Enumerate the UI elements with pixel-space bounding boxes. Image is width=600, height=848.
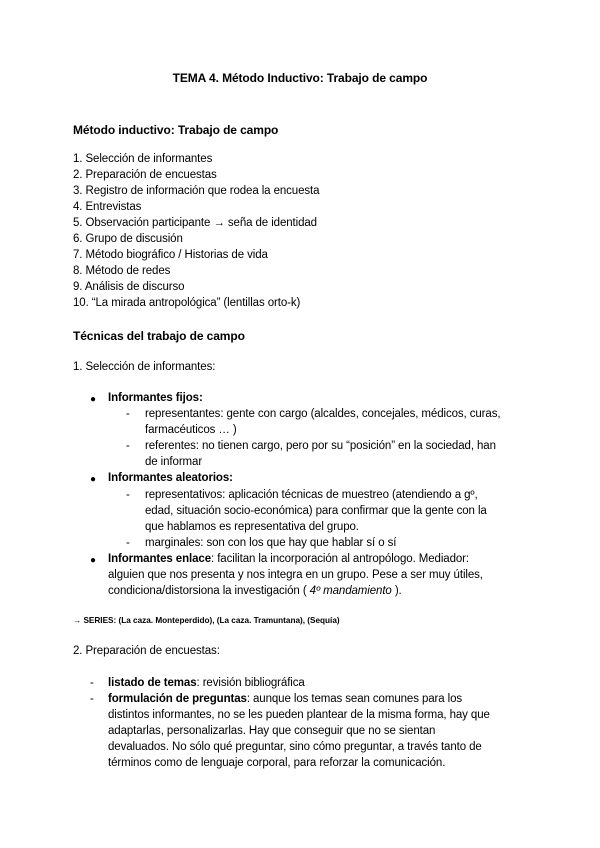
dash-icon: - <box>90 693 94 705</box>
list-item: 6. Grupo de discusión <box>73 233 183 245</box>
informantes-enlace-label: Informantes enlace <box>108 553 212 565</box>
enlace-text-cont: alguien que nos presenta y nos integra en un grupo. Pese a ser muy útiles, <box>108 569 483 581</box>
subsection-heading: 2. Preparación de encuestas: <box>73 645 220 657</box>
list-item: 7. Método biográfico / Historias de vida <box>73 249 268 261</box>
section2-heading: Técnicas del trabajo de campo <box>73 329 245 343</box>
list-item: 10. “La mirada antropológica” (lentillas orto-k) <box>73 297 301 309</box>
aleatorios-marginales: marginales: son con los que hay que hablar sí o sí <box>145 537 397 549</box>
bullet-icon: ● <box>90 555 97 566</box>
list-item: 4. Entrevistas <box>73 201 142 213</box>
list-item: 5. Observación participante → seña de identidad <box>73 217 317 229</box>
aleatorios-representativos-cont: edad, situación socio-económica) para confirmar que la gente con la <box>145 505 487 517</box>
bullet-icon: ● <box>90 474 97 485</box>
formulacion-text-cont: devaluados. No sólo qué preguntar, sino cómo preguntar, a través tanto de <box>108 741 482 753</box>
fijos-representantes: representantes: gente con cargo (alcaldes, concejales, médicos, curas, <box>145 408 501 420</box>
informantes-fijos-label: Informantes fijos: <box>108 392 203 404</box>
dash-icon: - <box>126 537 130 549</box>
subsection-heading: 1. Selección de informantes: <box>73 361 216 373</box>
dash-icon: - <box>90 677 94 689</box>
listado-temas-label: listado de temas <box>108 677 197 689</box>
formulacion-text: : aunque los temas sean comunes para los <box>246 693 463 705</box>
listado-temas-line <box>108 677 305 689</box>
enlace-text-post: ). <box>391 585 402 597</box>
dash-icon: - <box>126 489 130 501</box>
fijos-referentes-cont: de informar <box>145 456 203 468</box>
listado-temas-text: : revisión bibliográfica <box>196 677 305 689</box>
aleatorios-representativos: representativos: aplicación técnicas de muestreo (atendiendo a gº, <box>145 489 478 501</box>
list-item: 8. Método de redes <box>73 265 171 277</box>
formulacion-text-cont: adaptarlas, personalizarlas. Hay que conseguir que no se sientan <box>108 725 436 737</box>
document-title: TEMA 4. Método Inductivo: Trabajo de campo <box>172 71 428 85</box>
enlace-text: : facilitan la incorporación al antropólogo. Mediador: <box>211 553 469 565</box>
fijos-representantes-cont: farmacéuticos … ) <box>145 424 237 436</box>
list-item: 2. Preparación de encuestas <box>73 169 217 181</box>
series-note: → SERIES: (La caza. Monteperdido), (La caza. Tramuntana), (Sequía) <box>73 616 340 625</box>
formulacion-label: formulación de preguntas <box>108 693 247 705</box>
enlace-text-pre: condiciona/distorsiona la investigación ( <box>108 585 310 597</box>
informantes-aleatorios-label: Informantes aleatorios: <box>108 472 233 484</box>
dash-icon: - <box>126 408 130 420</box>
section1-heading: Método inductivo: Trabajo de campo <box>73 123 279 137</box>
dash-icon: - <box>126 440 130 452</box>
bullet-icon: ● <box>90 394 97 405</box>
list-item: 9. Análisis de discurso <box>73 281 185 293</box>
formulacion-text-cont: distintos informantes, no se les pueden plantear de la misma forma, hay que <box>108 709 490 721</box>
formulacion-text-cont: términos como de lenguaje corporal, para reforzar la comunicación. <box>108 757 446 769</box>
list-item: 1. Selección de informantes <box>73 153 213 165</box>
aleatorios-representativos-cont: que hablamos es representativa del grupo. <box>145 521 359 533</box>
enlace-mandamiento: 4º mandamiento <box>309 585 392 597</box>
formulacion-line <box>108 693 462 705</box>
fijos-referentes: referentes: no tienen cargo, pero por su “posición” en la sociedad, han <box>145 440 496 452</box>
informantes-enlace-line <box>108 553 469 565</box>
enlace-text-cont <box>108 585 402 597</box>
list-item: 3. Registro de información que rodea la encuesta <box>73 185 320 197</box>
